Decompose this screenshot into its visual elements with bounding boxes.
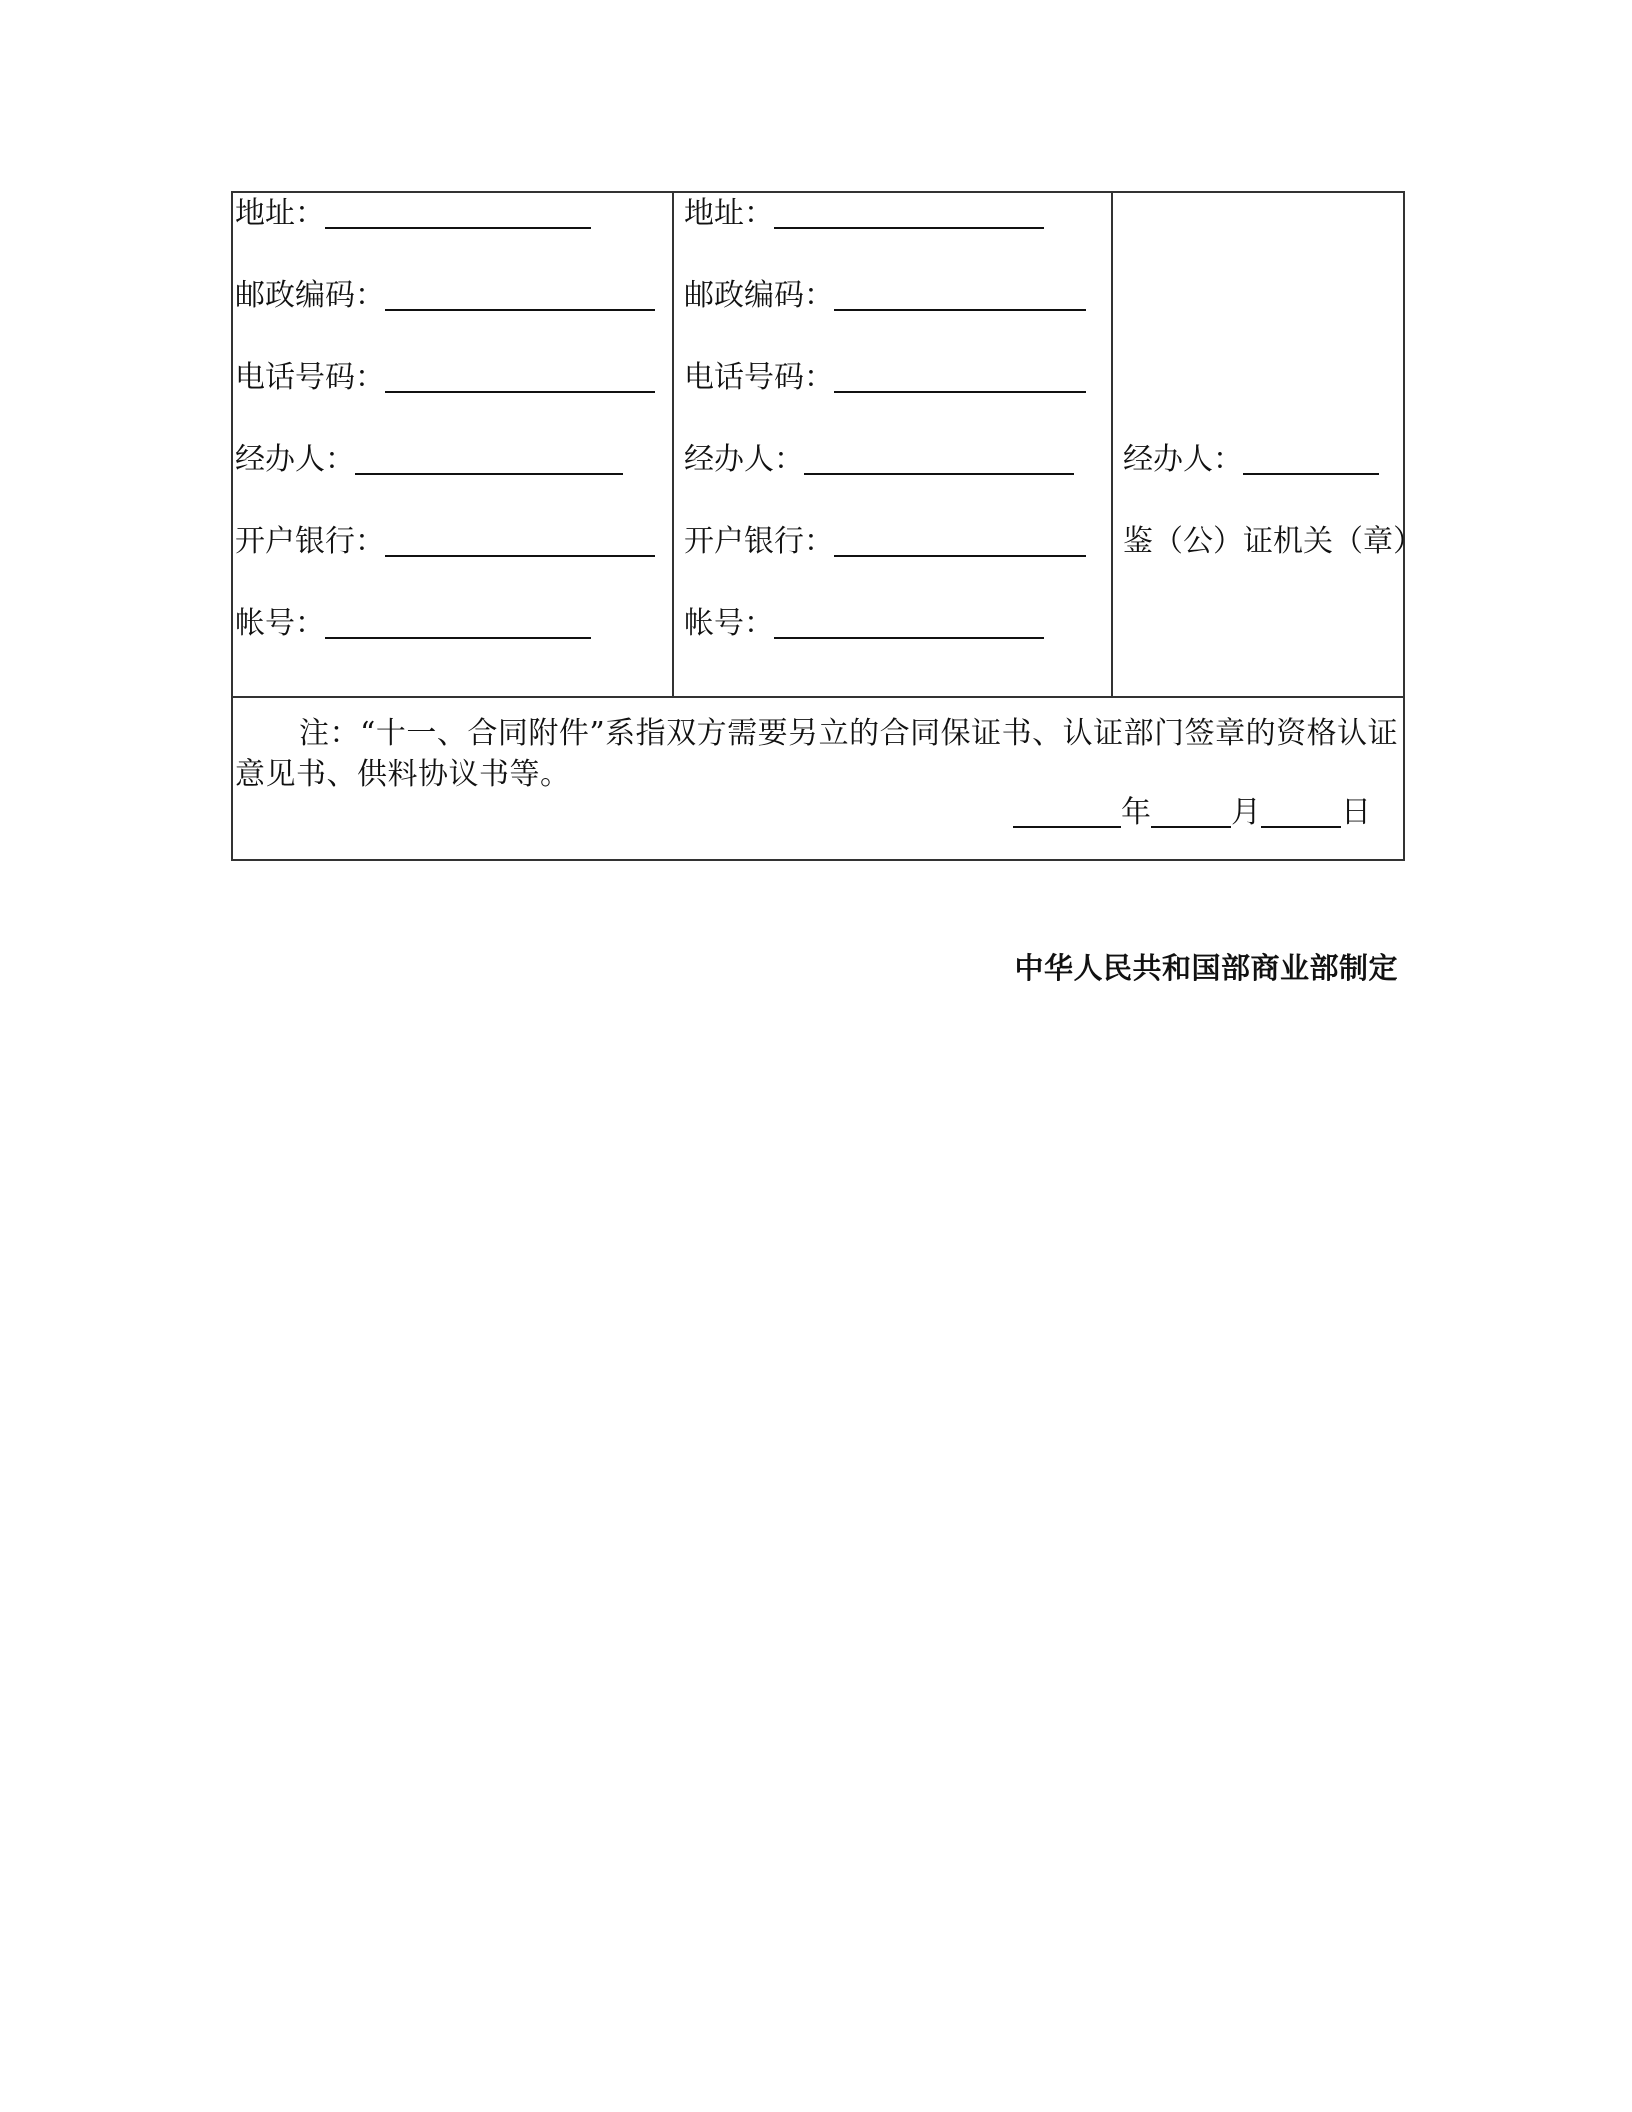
year-label: 年 bbox=[1121, 795, 1151, 830]
day-label: 日 bbox=[1341, 795, 1371, 830]
party-b-account-label: 帐号： bbox=[684, 606, 774, 641]
party-b-account-blank[interactable] bbox=[774, 607, 1044, 639]
attachment-note: 注：“十一、合同附件”系指双方需要另立的合同保证书、认证部门签章的资格认证意见书、供料协议书等。 bbox=[235, 716, 1399, 792]
notary-agent-blank[interactable] bbox=[1243, 443, 1379, 475]
party-a-address-blank[interactable] bbox=[325, 197, 591, 229]
party-b-address-blank[interactable] bbox=[774, 197, 1044, 229]
party-b-account-field bbox=[684, 606, 1044, 642]
party-a-agent-label: 经办人： bbox=[235, 442, 355, 477]
party-a-bank-label: 开户银行： bbox=[235, 524, 385, 559]
party-b-phone-blank[interactable] bbox=[834, 361, 1086, 393]
party-a-phone-label: 电话号码： bbox=[235, 360, 385, 395]
notary-agent-field bbox=[1123, 442, 1379, 478]
month-blank[interactable] bbox=[1151, 796, 1231, 828]
party-b-agent-field bbox=[684, 442, 1074, 478]
party-b-phone-field bbox=[684, 360, 1086, 396]
party-a-agent-blank[interactable] bbox=[355, 443, 623, 475]
party-b-agent-label: 经办人： bbox=[684, 442, 804, 477]
date-line bbox=[1013, 795, 1371, 831]
party-a-account-field bbox=[235, 606, 591, 642]
party-b-address-field bbox=[684, 196, 1044, 232]
party-b-bank-field bbox=[684, 524, 1086, 560]
year-blank[interactable] bbox=[1013, 796, 1121, 828]
notary-agent-label: 经办人： bbox=[1123, 442, 1243, 477]
party-a-agent-field bbox=[235, 442, 623, 478]
party-b-agent-blank[interactable] bbox=[804, 443, 1074, 475]
issuer-footer: 中华人民共和国部商业部制定 bbox=[1014, 951, 1398, 985]
party-a-phone-field bbox=[235, 360, 655, 396]
party-b-address-label: 地址： bbox=[684, 196, 774, 231]
column-divider bbox=[672, 193, 674, 696]
notary-seal-label: 鉴（公）证机关（章） bbox=[1123, 524, 1423, 559]
row-divider bbox=[233, 696, 1403, 698]
party-a-postal-code-field bbox=[235, 278, 655, 314]
party-a-account-label: 帐号： bbox=[235, 606, 325, 641]
party-b-postal-code-blank[interactable] bbox=[834, 279, 1086, 311]
month-label: 月 bbox=[1231, 795, 1261, 830]
party-b-phone-label: 电话号码： bbox=[684, 360, 834, 395]
party-a-address-field bbox=[235, 196, 591, 232]
party-a-postal-code-label: 邮政编码： bbox=[235, 278, 385, 313]
party-b-bank-blank[interactable] bbox=[834, 525, 1086, 557]
party-a-address-label: 地址： bbox=[235, 196, 325, 231]
party-a-postal-code-blank[interactable] bbox=[385, 279, 655, 311]
party-b-postal-code-label: 邮政编码： bbox=[684, 278, 834, 313]
contract-signature-table bbox=[231, 191, 1423, 861]
column-divider bbox=[1111, 193, 1113, 696]
notary-seal-field bbox=[1123, 524, 1423, 560]
party-b-postal-code-field bbox=[684, 278, 1086, 314]
party-a-account-blank[interactable] bbox=[325, 607, 591, 639]
party-a-bank-blank[interactable] bbox=[385, 525, 655, 557]
party-a-phone-blank[interactable] bbox=[385, 361, 655, 393]
day-blank[interactable] bbox=[1261, 796, 1341, 828]
party-a-bank-field bbox=[235, 524, 655, 560]
party-b-bank-label: 开户银行： bbox=[684, 524, 834, 559]
